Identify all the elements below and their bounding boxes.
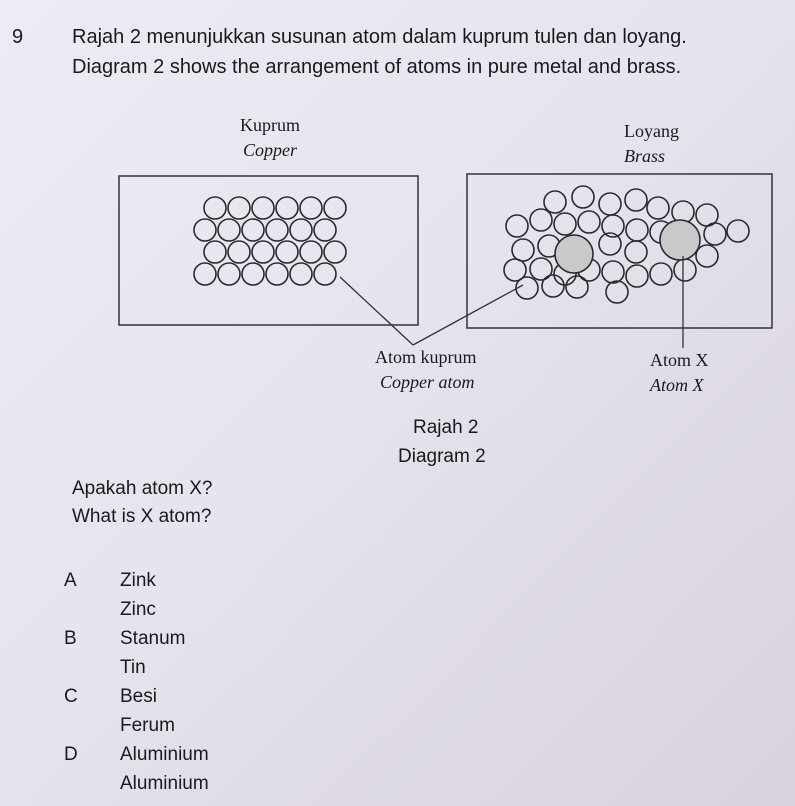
question-stem-malay: Rajah 2 menunjukkan susunan atom dalam kuprum tulen dan loyang. [72,26,687,48]
copper-atom [242,263,264,285]
copper-atom [266,219,288,241]
atom-x [555,235,593,273]
copper-atom [194,219,216,241]
copper-atom [228,241,250,263]
copper-atom [314,263,336,285]
copper-atom [578,211,600,233]
copper-atom [530,209,552,231]
copper-atom [626,265,648,287]
right-label-malay: Loyang [624,121,679,141]
copper-atom [252,241,274,263]
copper-atom [602,261,624,283]
copper-atom [599,193,621,215]
option-text-malay: Stanum [120,628,186,649]
option-text-english: Tin [120,657,146,678]
copper-atom [516,277,538,299]
copper-atom [625,189,647,211]
copper-atom [252,197,274,219]
copper-atom [572,186,594,208]
copper-atom [290,263,312,285]
copper-atom [727,220,749,242]
brass-atoms [504,186,749,303]
diagram-caption-malay: Rajah 2 [413,417,479,438]
copper-atom [625,241,647,263]
option-letter: B [64,628,77,649]
copper-atom [674,259,696,281]
copper-atom [626,219,648,241]
option-letter: D [64,744,78,765]
prompt-malay: Apakah atom X? [72,478,213,499]
copper-atom [204,197,226,219]
pointer1-malay: Atom kuprum [375,347,477,367]
copper-atom [314,219,336,241]
copper-atom [218,263,240,285]
question-number: 9 [12,26,24,48]
copper-atom-pointer [340,277,413,345]
copper-atoms [194,197,346,285]
copper-atom [566,276,588,298]
right-label-english: Brass [624,146,666,166]
copper-atom [228,197,250,219]
option-text-english: Ferum [120,715,175,736]
copper-atom [194,263,216,285]
prompt-english: What is X atom? [72,506,212,527]
option-text-malay: Zink [120,570,156,591]
pointer1-english: Copper atom [380,372,475,392]
atom-x [660,220,700,260]
atom-arrangement-diagram [0,0,795,400]
copper-atom [542,275,564,297]
left-label-malay: Kuprum [240,115,300,135]
copper-atom [324,197,346,219]
copper-atom [554,213,576,235]
copper-atom [324,241,346,263]
copper-atom [506,215,528,237]
copper-atom [242,219,264,241]
option-text-malay: Besi [120,686,157,707]
question-stem-english: Diagram 2 shows the arrangement of atoms in pure metal and brass. [72,56,682,78]
option-text-malay: Aluminium [120,744,209,765]
brass-copper-pointer [413,285,523,345]
copper-atom [276,197,298,219]
copper-atom [647,197,669,219]
copper-atom [512,239,534,261]
diagram-caption-english: Diagram 2 [398,446,486,467]
option-text-english: Aluminium [120,773,209,794]
copper-atom [276,241,298,263]
option-letter: C [64,686,78,707]
copper-atom [290,219,312,241]
copper-atom [204,241,226,263]
copper-atom [606,281,628,303]
copper-atom [544,191,566,213]
copper-atom [266,263,288,285]
copper-atom [704,223,726,245]
copper-atom [300,197,322,219]
option-letter: A [64,570,77,591]
pointer2-malay: Atom X [650,350,709,370]
option-text-english: Zinc [120,599,156,620]
pointer2-english: Atom X [650,375,704,395]
copper-atom [300,241,322,263]
copper-atom [650,263,672,285]
copper-atom [218,219,240,241]
left-label-english: Copper [243,140,297,160]
copper-atom [696,245,718,267]
